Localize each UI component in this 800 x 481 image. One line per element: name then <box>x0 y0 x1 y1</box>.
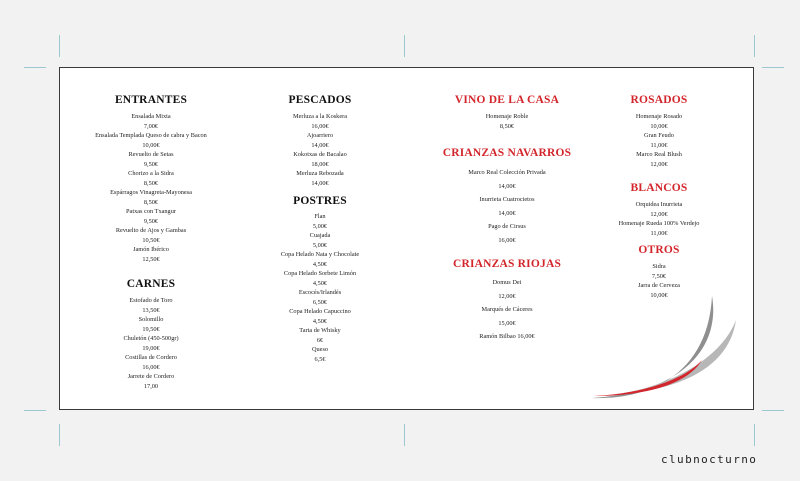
menu-item-line: Solomillo <box>138 316 164 323</box>
menu-item-line: 14,00€ <box>311 141 329 149</box>
section-items-postres <box>250 212 390 364</box>
menu-item-line: Patxas con Txangur <box>126 208 176 215</box>
menu-item-line: 6,50€ <box>312 298 328 306</box>
crop-mark <box>404 424 405 446</box>
crop-mark <box>762 410 784 411</box>
menu-item-line: Marco Real Blush <box>636 151 682 158</box>
menu-item-line: 13,50€ <box>142 306 160 314</box>
menu-item-line: 8,50€ <box>499 122 515 130</box>
section-title-blancos: BLANCOS <box>630 182 688 194</box>
section-title-crianzas-riojas: CRIANZAS RIOJAS <box>452 258 562 270</box>
menu-item-line: Gran Feudo <box>644 132 674 139</box>
menu-item-line: Kokotxas de Bacalao <box>293 151 347 158</box>
crop-mark <box>754 35 755 57</box>
menu-item-line: Homenaje Rueda 100% Verdejo <box>618 220 700 227</box>
swoosh-stroke-gray-dark <box>592 296 713 398</box>
section-title-pescados: PESCADOS <box>288 94 352 106</box>
menu-item-line: 12,00€ <box>650 210 668 218</box>
menu-item-line: Ajoarriero <box>306 132 334 139</box>
menu-item-line: Marqués de Cáceres <box>481 306 533 313</box>
decorative-swoosh <box>590 292 750 404</box>
menu-item-line: Merluza Rebozada <box>296 170 344 177</box>
menu-item-line: 8,50€ <box>143 179 159 187</box>
menu-item-line: 14,00€ <box>498 209 516 217</box>
menu-item-line: Ramón Bilbao 16,00€ <box>479 333 535 340</box>
menu-item-line: 4,50€ <box>312 279 328 287</box>
section-title-otros: OTROS <box>638 244 680 256</box>
menu-item-line: Costillas de Cordero <box>125 354 177 361</box>
menu-item-line: Chuletón (450-500gr) <box>123 335 179 342</box>
menu-item-line: 4,50€ <box>312 317 328 325</box>
menu-item-line: 11,00€ <box>650 229 668 237</box>
section-title-postres: POSTRES <box>293 195 347 207</box>
menu-item-line: Jarrete de Cordero <box>127 373 175 380</box>
menu-column-2 <box>250 93 390 364</box>
menu-item-line: Estofado de Toro <box>129 297 173 304</box>
menu-item-line: 14,00€ <box>311 179 329 187</box>
section-title-entrantes: ENTRANTES <box>114 94 188 106</box>
menu-item-line: 5,00€ <box>312 241 328 249</box>
crop-mark <box>24 410 46 411</box>
section-items-carnes <box>60 296 242 391</box>
menu-item-line: Ensalada Mixta <box>131 113 171 120</box>
menu-item-line: Jamón Ibérico <box>133 246 169 253</box>
menu-item-line: 12,00€ <box>498 292 516 300</box>
menu-item-line: 7,00€ <box>143 122 159 130</box>
menu-column-3 <box>430 93 584 344</box>
menu-item-line: Copa Helado Capuccino <box>289 308 351 315</box>
section-title-crianzas-navarros: CRIANZAS NAVARROS <box>442 147 572 159</box>
menu-item-line: Homenaje Rosado <box>635 113 683 120</box>
menu-item-line: Orquidea Inurrieta <box>635 201 683 208</box>
menu-item-line: 6,5€ <box>314 355 326 363</box>
menu-item-line: Copa Helado Nata y Chocolate <box>280 251 360 258</box>
menu-column-4 <box>593 93 725 300</box>
crop-mark <box>59 424 60 446</box>
section-items-blancos <box>593 200 725 238</box>
menu-item-line: Homenaje Roble <box>485 113 529 120</box>
menu-item-line: Marco Real Colección Privada <box>468 169 546 176</box>
menu-item-line: Queso <box>311 346 329 353</box>
menu-item-line: Copa Helado Sorbete Limón <box>283 270 357 277</box>
menu-item-line: Revuelto de Setas <box>128 151 174 158</box>
section-items-rosados <box>593 112 725 169</box>
section-title-carnes: CARNES <box>126 278 176 290</box>
crop-mark <box>59 35 60 57</box>
menu-item-line: 6€ <box>316 336 324 344</box>
menu-item-line: Domus Dei <box>492 279 522 286</box>
menu-item-line: 19,50€ <box>142 325 160 333</box>
menu-item-line: 15,00€ <box>498 319 516 327</box>
menu-item-line: 4,50€ <box>312 260 328 268</box>
menu-item-line: Inurrieta Cuatrocietos <box>479 196 535 203</box>
menu-item-line: 7,50€ <box>651 272 667 280</box>
menu-item-line: 16,00€ <box>311 122 329 130</box>
menu-item-line: Merluza a la Koskera <box>292 113 348 120</box>
menu-item-line: 8,50€ <box>143 198 159 206</box>
crop-mark <box>762 67 784 68</box>
section-items-entrantes <box>60 112 242 264</box>
menu-item-line: 9,50€ <box>143 160 159 168</box>
menu-item-line: 12,00€ <box>650 160 668 168</box>
brand-watermark: clubnocturno <box>661 453 758 466</box>
section-items-crianzas-riojas <box>430 276 584 344</box>
menu-item-line: Chorizo a la Sidra <box>128 170 174 177</box>
menu-item-line: 9,50€ <box>143 217 159 225</box>
menu-column-1 <box>60 93 242 391</box>
menu-item-line: Cuajada <box>309 232 331 239</box>
menu-item-line: Sidra <box>652 263 666 270</box>
menu-item-line: 10,50€ <box>142 236 160 244</box>
menu-item-line: 19,00€ <box>142 344 160 352</box>
menu-item-line: Espárragos Vinagreta-Mayonesa <box>110 189 192 196</box>
menu-item-line: Pago de Cirsus <box>488 223 526 230</box>
menu-item-line: 16,00€ <box>142 363 160 371</box>
menu-item-line: 10,00€ <box>142 141 160 149</box>
crop-mark <box>404 35 405 57</box>
menu-item-line: Ensalada Templada Queso de cabra y Bacon <box>95 132 207 139</box>
menu-item-line: 18,00€ <box>311 160 329 168</box>
section-items-pescados <box>250 112 390 188</box>
section-title-rosados: ROSADOS <box>630 94 688 106</box>
menu-item-line: 17,00 <box>143 382 159 390</box>
menu-item-line: 10,00€ <box>650 291 668 299</box>
menu-item-line: 5,00€ <box>312 222 328 230</box>
menu-item-line: Revuelto de Ajos y Gambas <box>115 227 187 234</box>
section-title-vino-de-la-casa: VINO DE LA CASA <box>454 94 560 106</box>
menu-item-line: 14,00€ <box>498 182 516 190</box>
menu-item-line: 10,00€ <box>650 122 668 130</box>
menu-item-line: Flan <box>314 213 326 220</box>
menu-item-line: 16,00€ <box>498 236 516 244</box>
menu-item-line: 11,00€ <box>650 141 668 149</box>
crop-mark <box>24 67 46 68</box>
crop-mark <box>754 424 755 446</box>
menu-item-line: Tarta de Whisky <box>299 327 341 334</box>
menu-item-line: 12,50€ <box>142 255 160 263</box>
menu-item-line: Escocés/Irlandés <box>298 289 342 296</box>
section-items-vino-de-la-casa <box>430 112 584 131</box>
menu-item-line: Jarra de Cerveza <box>638 282 680 289</box>
section-items-crianzas-navarros <box>430 166 584 247</box>
